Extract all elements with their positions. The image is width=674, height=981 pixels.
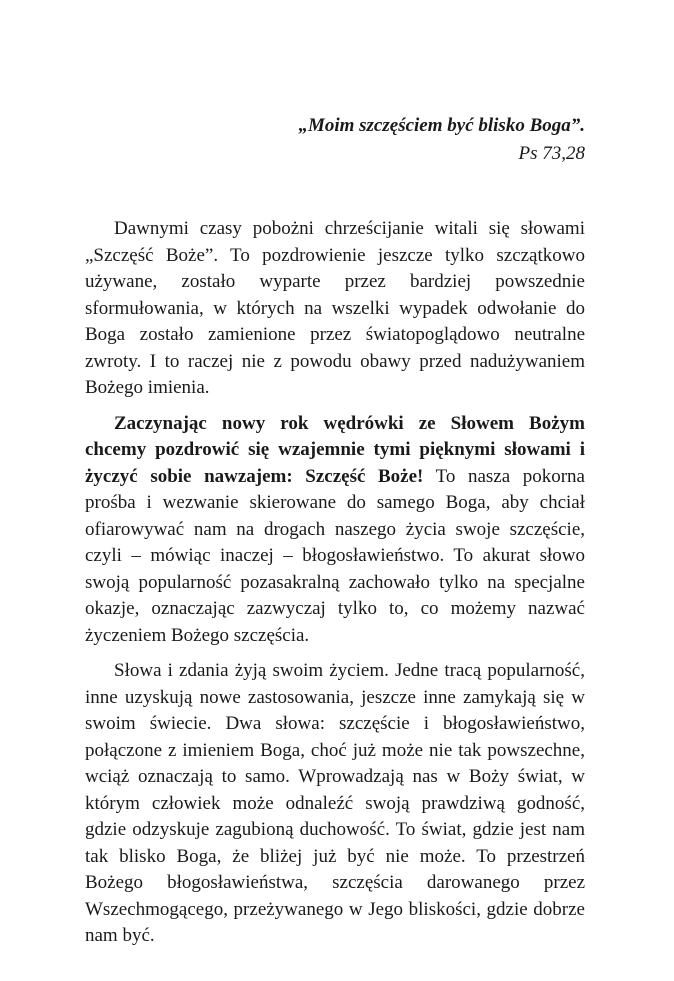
paragraph-2-text: To nasza pokorna prośba i wezwanie skierowane do samego Boga, aby chciał ofiarowywać nam na drogach naszego życia swoje szczęście, czyli – mówiąc inaczej – błogosławieństwo. To akurat słowo swoją popularność pozasakralną zachowało tylko na specjalne okazje, oznaczając zazwyczaj tylko to, co możemy nazwać życzeniem Bożego szczęścia.	[85, 465, 585, 646]
paragraph-2-bold: Zaczynając nowy rok wędrówki ze Słowem Bożym chcemy pozdrowić się wzajemnie tymi pięknymi słowami i życzyć sobie nawzajem: Szczęść Boże!	[85, 412, 585, 487]
epigraph-quote: „Moim szczęściem być blisko Boga”.	[298, 115, 585, 136]
paragraph-1-text: Dawnymi czasy pobożni chrześcijanie witali się słowami „Szczęść Boże”. To pozdrowienie jeszcze tylko szczątkowo używane, zostało wyparte przez bardziej powszednie sformułowania, w których na wszelki wypadek odwołanie do Boga zostało zamienione przez światopoglądowo neutralne zwroty. I to raczej nie z powodu obawy przed nadużywaniem Bożego imienia.	[85, 218, 585, 398]
paragraph-3	[85, 658, 585, 950]
paragraph-3-text: Słowa i zdania żyją swoim życiem. Jedne tracą popularność, inne uzyskują nowe zastosowania, jeszcze inne zamykają się w swoim świecie. Dwa słowa: szczęście i błogosławieństwo, połączone z imieniem Boga, choć już może nie tak powszechne, wciąż oznaczają to samo. Wprowadzają nas w Boży świat, w którym człowiek może odnaleźć swoją prawdziwą godność, gdzie odzyskuje zagubioną duchowość. To świat, gdzie jest nam tak blisko Boga, że bliżej już być nie może. To przestrzeń Bożego błogosławieństwa, szczęścia darowanego przez Wszechmogącego, przeżywanego w Jego bliskości, gdzie dobrze nam być.	[85, 660, 585, 946]
book-page	[85, 112, 585, 959]
body-text	[85, 216, 585, 950]
epigraph-source: Ps 73,28	[518, 143, 585, 164]
epigraph	[85, 112, 585, 168]
paragraph-2	[85, 411, 585, 650]
paragraph-1	[85, 216, 585, 402]
